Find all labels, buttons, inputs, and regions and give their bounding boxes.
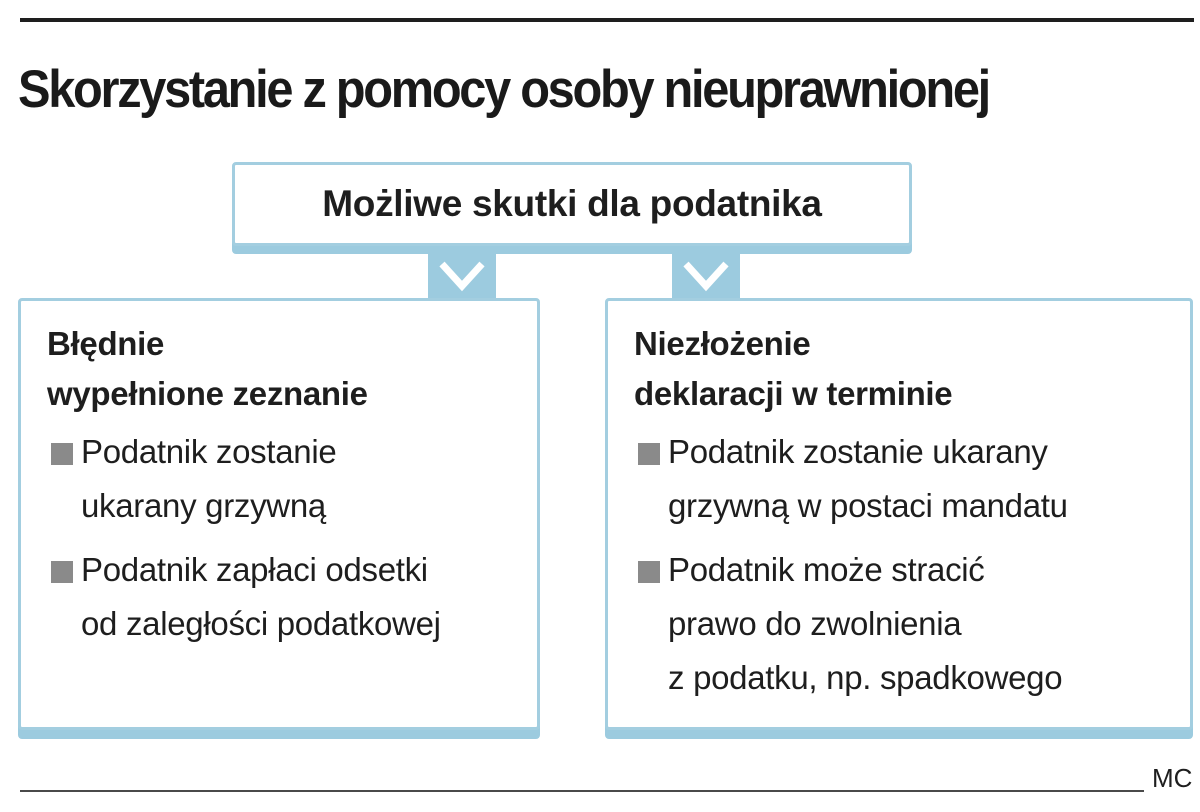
bottom-rule xyxy=(20,790,1144,792)
author-credit: MC xyxy=(1152,763,1193,793)
square-bullet-icon xyxy=(51,561,73,583)
panel-late-declaration xyxy=(605,298,1193,730)
square-bullet-icon xyxy=(638,561,660,583)
top-rule xyxy=(20,18,1194,22)
bullet-list xyxy=(47,425,537,651)
panel-heading: Niezłożenie deklaracji w terminie xyxy=(634,325,953,412)
list-item: Podatnik zostanie ukarany grzywną xyxy=(47,425,537,533)
bullet-list xyxy=(634,425,1190,705)
list-item: Podatnik może stracić prawo do zwolnienia z podatku, np. spadkowego xyxy=(634,543,1190,705)
list-item: Podatnik zostanie ukarany grzywną w postaci mandatu xyxy=(634,425,1190,533)
list-item: Podatnik zapłaci odsetki od zaległości podatkowej xyxy=(47,543,537,651)
header-box xyxy=(232,162,912,246)
square-bullet-icon xyxy=(51,443,73,465)
square-bullet-icon xyxy=(638,443,660,465)
header-label: Możliwe skutki dla podatnika xyxy=(322,183,822,224)
infographic-title: Skorzystanie z pomocy osoby nieuprawnionej xyxy=(18,60,989,119)
panel-heading: Błędnie wypełnione zeznanie xyxy=(47,325,368,412)
panel-incorrect-return xyxy=(18,298,540,730)
